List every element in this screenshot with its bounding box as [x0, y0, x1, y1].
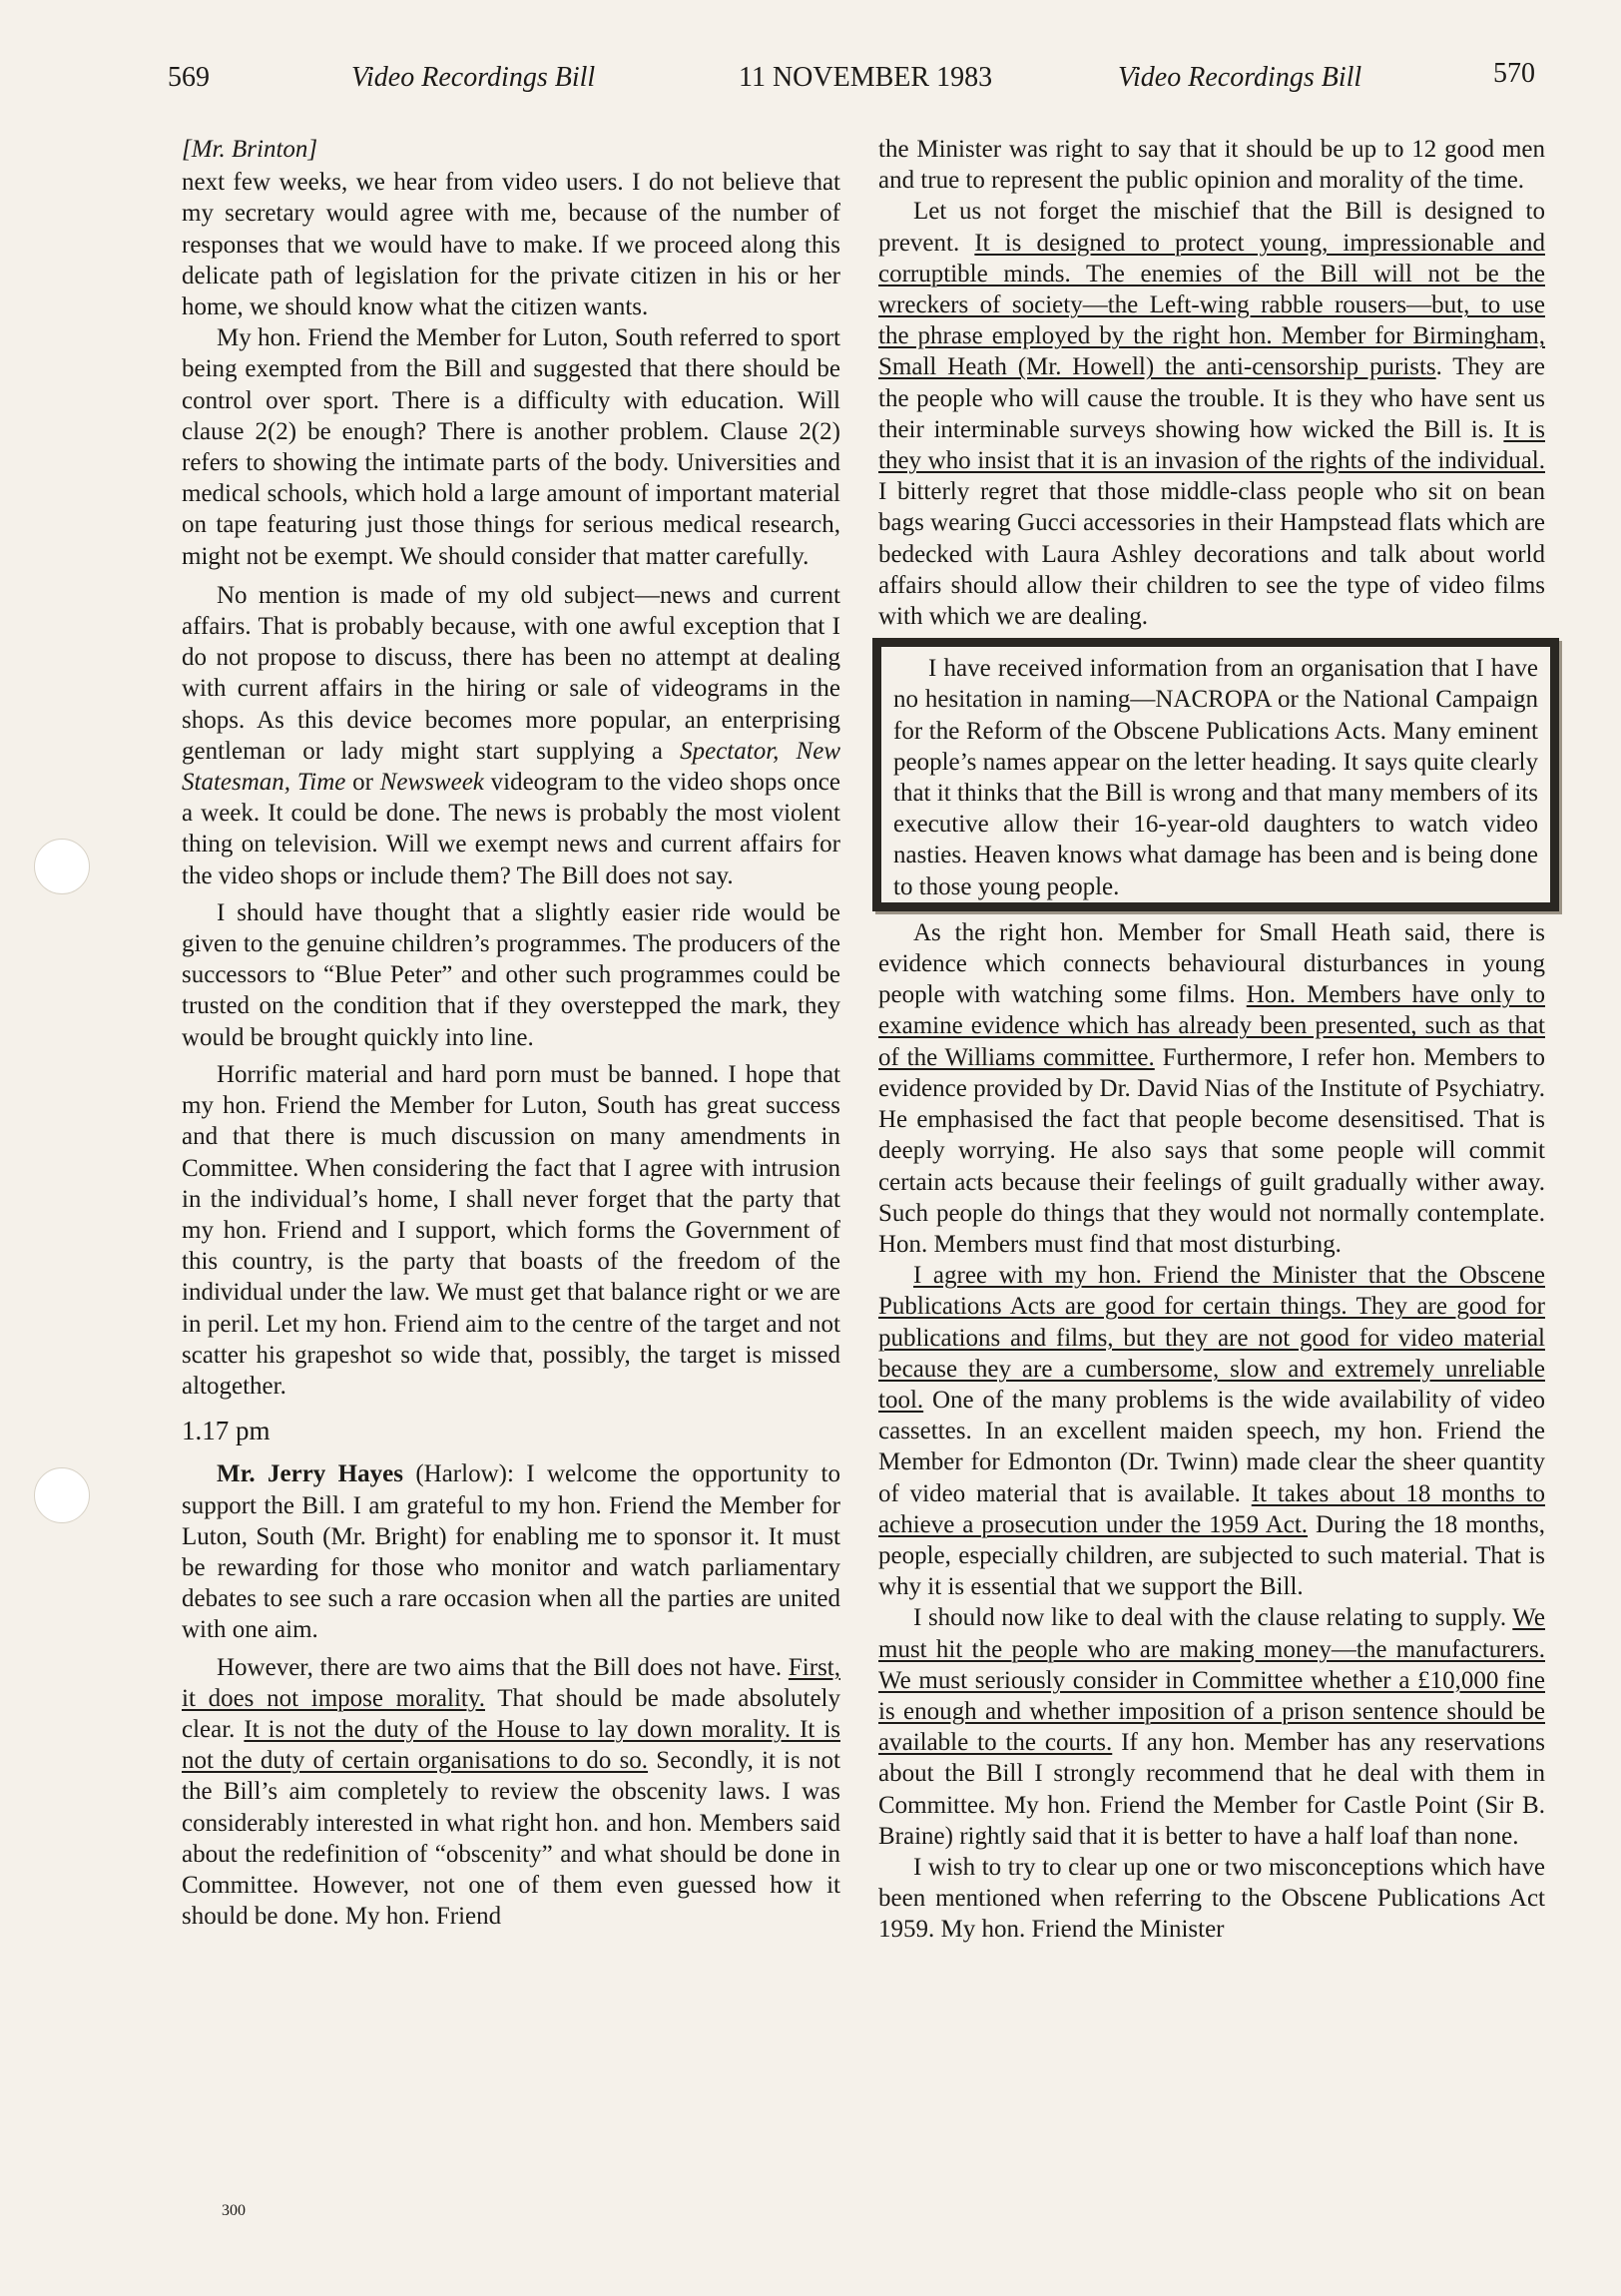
speaker-attribution: [Mr. Brinton]	[182, 136, 318, 163]
underlined-passage: I agree with my hon. Friend the Minister that the Obscene Publications Acts are good for certain things. They are good for publications and films, but they are not good for video material because they are a cumbersome, slow and extremely unreliable tool.	[878, 1262, 1545, 1414]
paragraph: However, there are two aims that the Bill does not have. First, it does not impose morality. That should be made absolutely clear. It is not the duty of the House to lay down morality. It is not the duty of certain organisations to do so. Secondly, it is not the Bill’s aim completely to review the obscenity laws. I was considerably interested in what right hon. and hon. Members said about the redefinition of “obscenity” and what should be done in Committee. However, not one of them even guessed how it should be done. My hon. Friend	[182, 1653, 841, 1931]
paragraph: I should now like to deal with the clause relating to supply. We must hit the people who are making money—the manufacturers. We must seriously consider in Committee whether a £10,000 fine is enough and whether imposition of a prison sentence should be available to the courts. If any hon. Member has any reservations about the Bill I strongly recommend that he deal with them in Committee. My hon. Friend the Member for Castle Point (Sir B. Braine) rightly said that it is better to have a half loaf than none.	[878, 1604, 1545, 1850]
right-column	[878, 134, 1545, 1946]
time-stamp: 1.17 pm	[182, 1416, 270, 1446]
underlined-passage: It is they who insist that it is an invasion of the rights of the individual.	[878, 415, 1545, 475]
paragraph: As the right hon. Member for Small Heath said, there is evidence which connects behavioural disturbances in young people with watching some films. Hon. Members have only to examine evidence which has already been presented, such as that of the Williams committee. Furthermore, I refer hon. Members to evidence provided by Dr. David Nias of the Institute of Psychiatry. He emphasised the fact that people become desensitised. That is deeply worrying. He also says that some people will commit certain acts because their feelings of guilt gradually wither away. Such people do things that they would not normally contemplate. Hon. Members must find that most disturbing.	[878, 918, 1545, 1258]
paragraph: My hon. Friend the Member for Luton, South referred to sport being exempted from the Bill and suggested that there should be control over sport. There is a difficulty with education. Will clause 2(2) be enough? There is another problem. Clause 2(2) refers to showing the intimate parts of the body. Universities and medical schools, which hold a large amount of important material on tape featuring just those things for serious medical research, might not be exempt. We should consider that matter carefully.	[182, 324, 840, 570]
punch-hole-top	[34, 839, 90, 894]
underlined-passage: Hon. Members have only to examine evidence which has already been presented, such as that of the Williams committee.	[878, 981, 1545, 1071]
page-number-right: 570	[1493, 58, 1535, 89]
paragraph: I wish to try to clear up one or two misconceptions which have been mentioned when referring to the Obscene Publications Act 1959. My hon. Friend the Minister	[878, 1853, 1545, 1944]
underlined-passage: It takes about 18 months to achieve a prosecution under the 1959 Act.	[878, 1479, 1546, 1538]
paragraph: the Minister was right to say that it should be up to 12 good men and true to represent the public opinion and morality of the time.	[878, 136, 1545, 195]
underlined-passage: It is designed to protect young, impressionable and corruptible minds. The enemies of the Bill will not be the wreckers of society—the Left-wing rabble rousers—but, to use the phrase employed by the right hon. Member for Birmingham, Small Heath (Mr. Howell) the anti-censorship purists	[878, 229, 1545, 381]
underlined-passage: First, it does not impose morality.	[182, 1653, 840, 1712]
paragraph: Mr. Jerry Hayes (Harlow): I welcome the opportunity to support the Bill. I am grateful to my hon. Friend the Member for Luton, South (Mr. Bright) for enabling me to sponsor it. It must be rewarding for those who monitor and watch parliamentary debates to see such a rare occasion when all the parties are united with one aim.	[182, 1460, 840, 1644]
left-column	[182, 134, 840, 1932]
underlined-passage: It is not the duty of the House to lay down morality. It is not the duty of certain organisations to do so.	[182, 1715, 840, 1775]
speaker-name: Mr. Jerry Hayes	[217, 1460, 403, 1488]
paragraph: I have received information from an organisation that I have no hesitation in naming—NACROPA or the National Campaign for the Reform of the Obscene Publications Acts. Many eminent people’s names appear on the letter heading. It says quite clearly that it thinks that the Bill is wrong and that many members of its executive allow their 16-year-old daughters to watch video nasties. Heaven knows what damage has been and is being done to those young people.	[893, 655, 1538, 900]
footer-number: 300	[222, 2202, 246, 2219]
paragraph: Let us not forget the mischief that the Bill is designed to prevent. It is designed to protect young, impressionable and corruptible minds. The enemies of the Bill will not be the wreckers of society—the Left-wing rabble rousers—but, to use the phrase employed by the right hon. Member for Birmingham, Small Heath (Mr. Howell) the anti-censorship purists. They are the people who will cause the trouble. It is they who have sent us their interminable surveys showing how wicked the Bill is. It is they who insist that it is an invasion of the rights of the individual. I bitterly regret that those middle-class people who sit on bean bags wearing Gucci accessories in their Hampstead flats which are bedecked with Laura Ashley decorations and talk about world affairs should allow their children to see the type of video films with which we are dealing.	[878, 198, 1546, 631]
running-title-left: Video Recordings Bill	[351, 62, 596, 93]
paragraph: I should have thought that a slightly easier ride would be given to the genuine children’s programmes. The producers of the successors to “Blue Peter” and other such programmes could be trusted on the condition that if they overstepped the mark, they would be brought quickly into line.	[182, 898, 840, 1051]
underlined-passage: We must hit the people who are making money—the manufacturers. We must seriously consider in Committee whether a £10,000 fine is enough and whether imposition of a prison sentence should be available to the courts.	[878, 1604, 1545, 1757]
punch-hole-bottom	[34, 1467, 90, 1523]
paragraph: next few weeks, we hear from video users. I do not believe that my secretary would agree with me, because of the number of responses that we would have to make. If we proceed along this delicate path of legislation for the private citizen in his or her home, we should know what the citizen wants.	[182, 169, 840, 321]
boxed-passage	[872, 638, 1559, 911]
paragraph: I agree with my hon. Friend the Minister that the Obscene Publications Acts are good for certain things. They are good for publications and films, but they are not good for video material because they are a cumbersome, slow and extremely unreliable tool. One of the many problems is the wide availability of video cassettes. In an excellent maiden speech, my hon. Friend the Member for Edmonton (Dr. Twinn) made clear the sheer quantity of video material that is available. It takes about 18 months to achieve a prosecution under the 1959 Act. During the 18 months, people, especially children, are subjected to such material. That is why it is essential that we support the Bill.	[878, 1262, 1546, 1601]
page-number-left: 569	[168, 62, 210, 93]
running-title-right: Video Recordings Bill	[1118, 62, 1362, 93]
sitting-date: 11 NOVEMBER 1983	[739, 62, 993, 93]
paragraph: Horrific material and hard porn must be banned. I hope that my hon. Friend the Member for Luton, South has great success and that there is much discussion on many amendments in Committee. When considering the fact that I agree with intrusion in the individual’s home, I shall never forget that the party that my hon. Friend and I support, which forms the Government of this country, is the party that boasts of the freedom of the individual under the law. We must get that balance right or we are in peril. Let my hon. Friend aim to the centre of the target and not scatter his grapeshot so wide that, possibly, the target is missed altogether.	[182, 1060, 840, 1400]
paragraph: No mention is made of my old subject—news and current affairs. That is probably because, with one awful exception that I do not propose to discuss, there has been no attempt at dealing with current affairs in the hiring or sale of videograms in the shops. As this device becomes more popular, an enterprising gentleman or lady might start supplying a Spectator, New Statesman, Time or Newsweek videogram to the video shops once a week. It could be done. The news is probably the most violent thing on television. Will we exempt news and current affairs for the video shops or include them? The Bill does not say.	[182, 581, 841, 889]
